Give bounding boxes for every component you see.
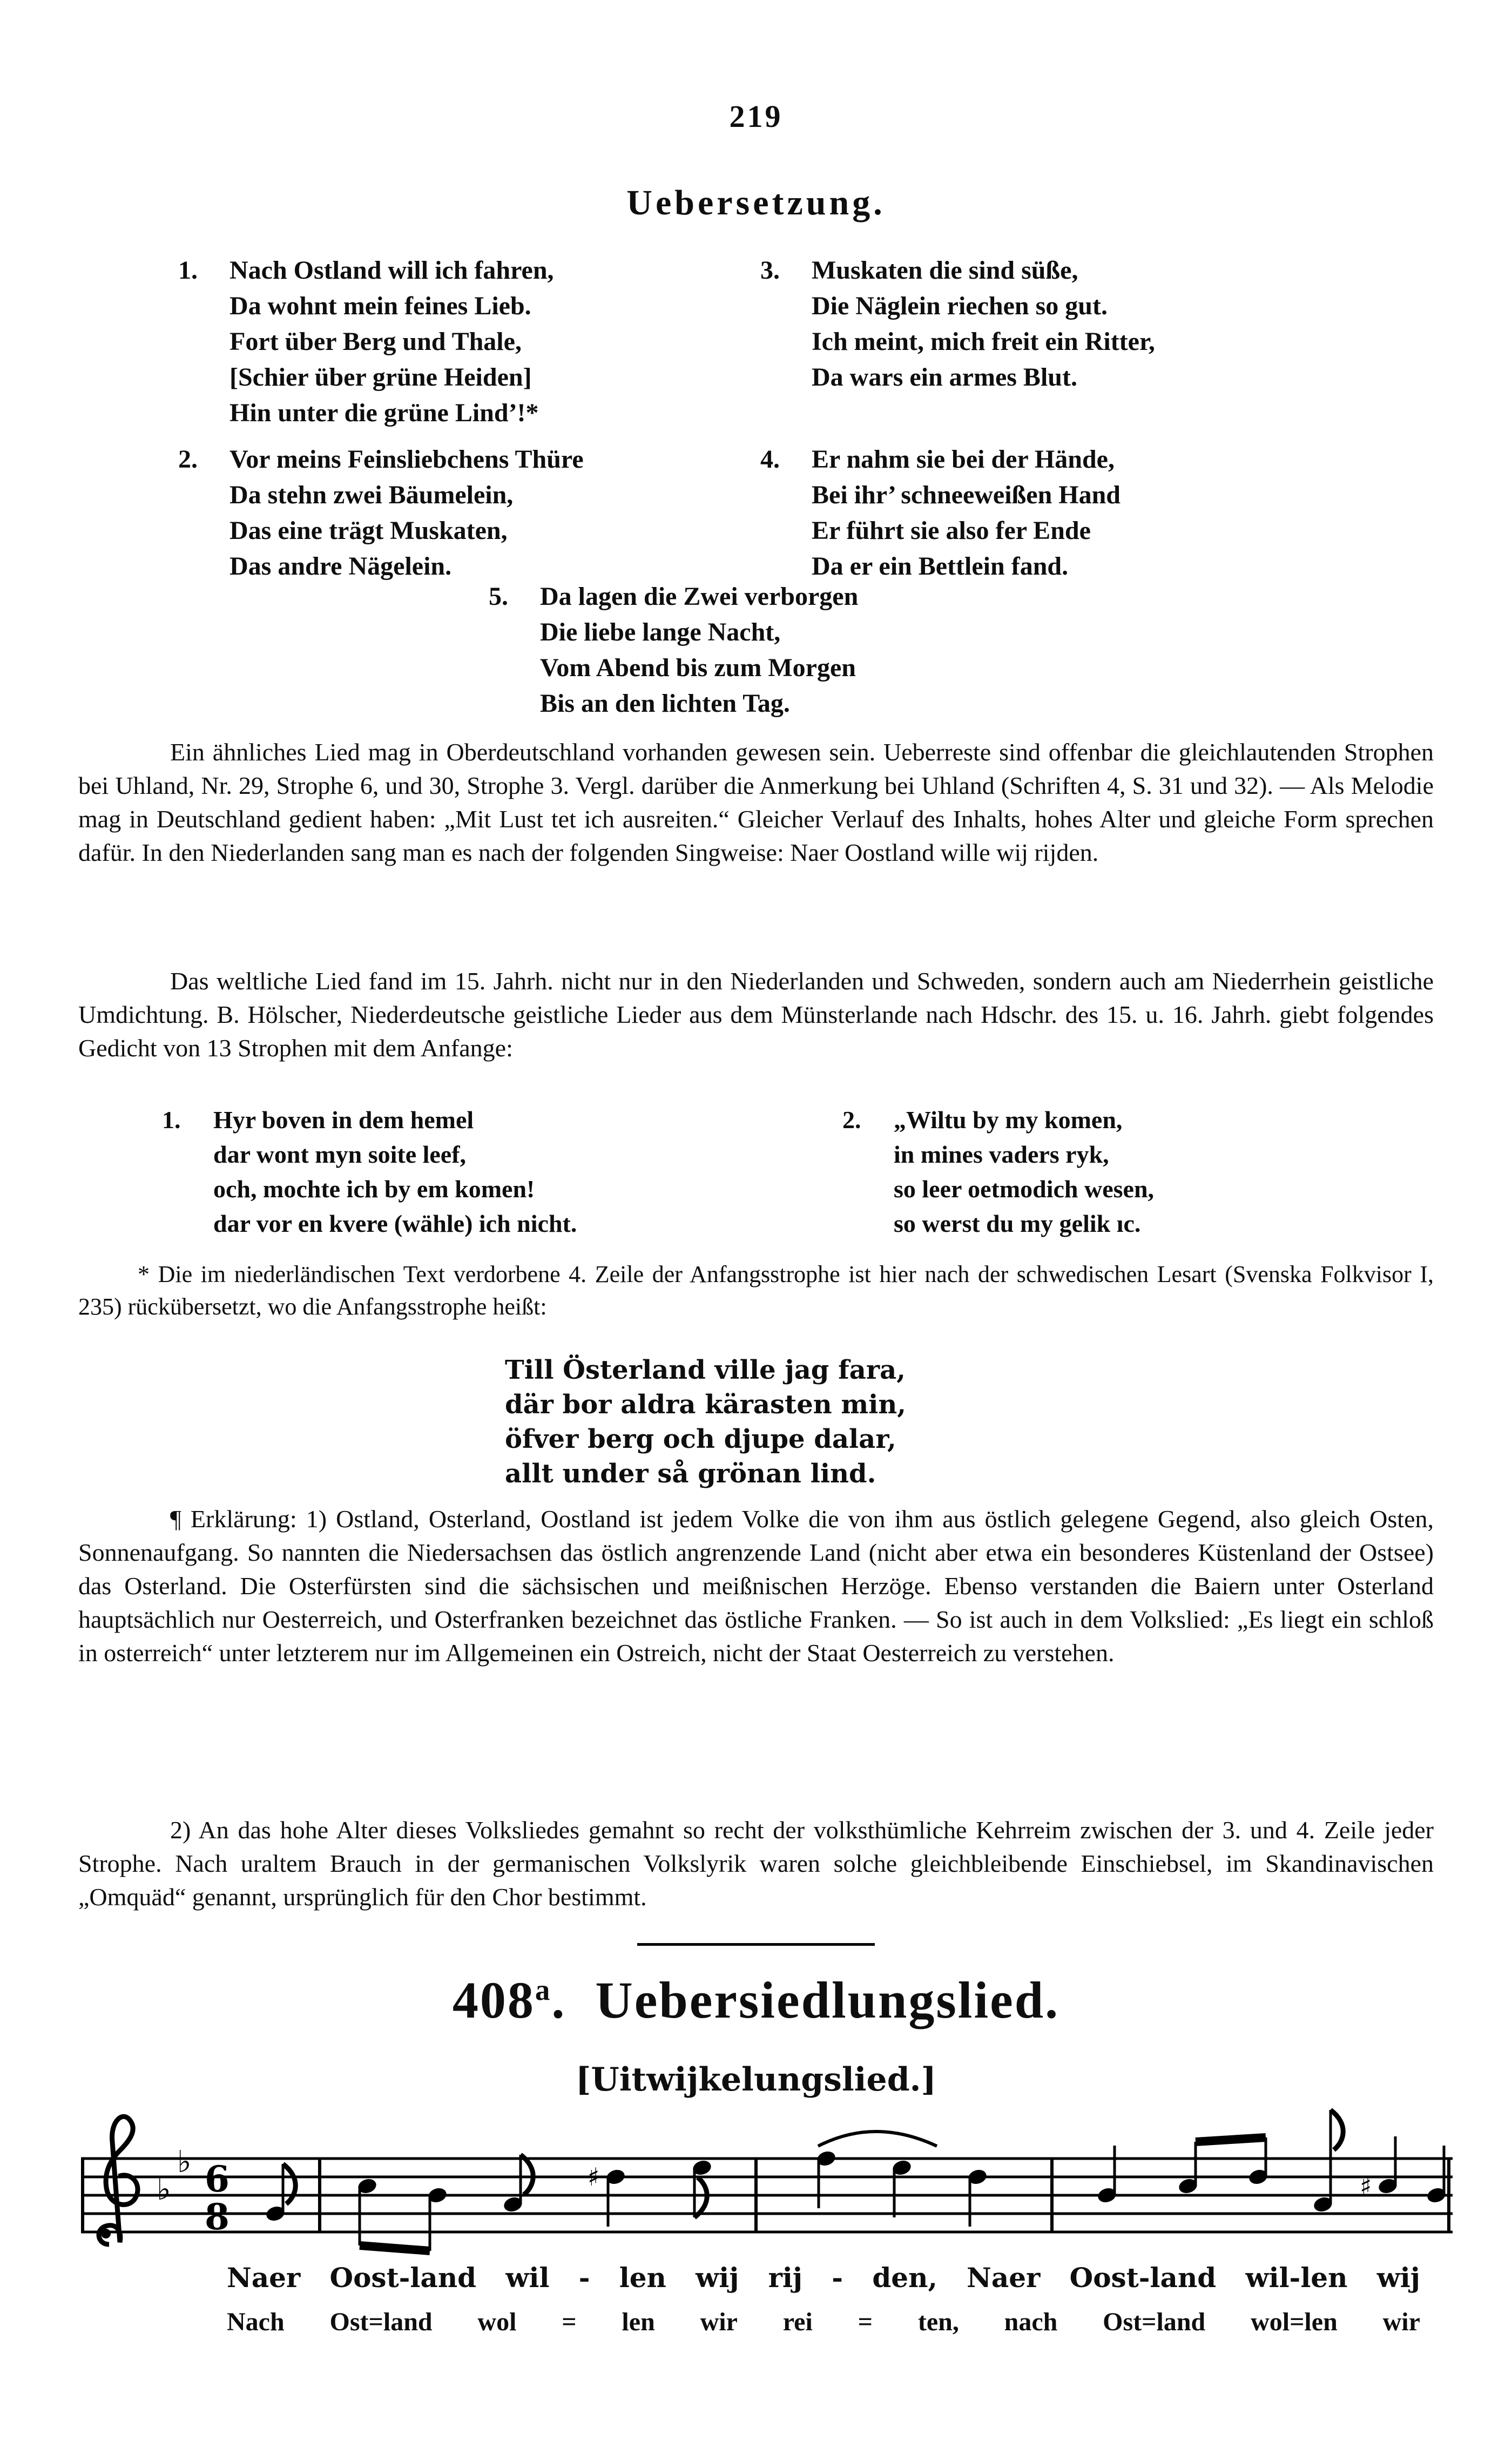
verse-line: Ich meint, mich freit ein Ritter, <box>812 327 1155 356</box>
verse-line: Da lagen die Zwei verborgen <box>540 582 859 611</box>
verse-line: Vom Abend bis zum Morgen <box>540 653 856 682</box>
sharp-icon: ♯ <box>1360 2171 1372 2201</box>
paragraph-commentary-1: Ein ähnliches Lied mag in Oberdeutschland vorhanden gewesen sein. Ueberreste sind offenbar die gleichlautenden Strophen bei Uhland, Nr. 29, Strophe 6, und 30, Strophe 3. Vergl. darüber die Anmerkung bei Uhland (Schriften 4, S. 31 und 32). — Als Melodie mag in Deutschland gedient haben: „Mit Lust tet ich ausreiten.“ Gleicher Verlauf des Inhalts, hohes Alter und gleiche Form sprechen dafür. In den Niederlanden sang man es nach der folgenden Singweise: Naer Oostland wille wij rijden. <box>78 738 1434 866</box>
verse-line: Vor meins Feinsliebchens Thüre <box>230 445 584 474</box>
verse-line: Da er ein Bettlein fand. <box>812 552 1069 581</box>
verse-line: Da stehn zwei Bäumelein, <box>230 481 514 509</box>
lyric-syllable: wil <box>505 2262 550 2294</box>
stanza-3 <box>760 253 1155 395</box>
stanza-lines <box>230 253 554 431</box>
verse-line: Bis an den lichten Tag. <box>540 689 790 718</box>
lyric-syllable: len <box>619 2262 666 2294</box>
note-flag <box>1331 2110 1343 2150</box>
verse-line: Das eine trägt Muskaten, <box>230 516 508 545</box>
time-signature-top: 6 <box>205 2158 230 2200</box>
lyric-syllable: wir <box>700 2308 738 2336</box>
stanza-number: 1. <box>162 1106 181 1134</box>
lyric-syllable: len <box>622 2308 655 2336</box>
note-flag <box>694 2177 707 2217</box>
low-german-stanza-2 <box>842 1103 1154 1241</box>
stanza-5 <box>489 579 858 721</box>
stanza-number: 2. <box>842 1106 861 1134</box>
lyrics-line-german <box>227 2307 1420 2337</box>
lyric-syllable: wir <box>1382 2308 1420 2336</box>
note-flag <box>521 2155 533 2195</box>
verse-line: och, mochte ich by em komen! <box>213 1175 535 1203</box>
verse-line: Fort über Berg und Thale, <box>230 327 522 356</box>
sharp-icon: ♯ <box>588 2162 600 2191</box>
treble-clef-icon <box>99 2116 138 2244</box>
verse-line: Muskaten die sind süße, <box>812 256 1078 285</box>
lyric-syllable: Ost=land <box>329 2308 433 2336</box>
verse-line: Nach Ostland will ich fahren, <box>230 256 554 285</box>
lyric-syllable: = <box>562 2308 577 2336</box>
stanza-number: 5. <box>489 582 508 611</box>
lyric-syllable: den, <box>872 2262 937 2294</box>
lyric-syllable: wol <box>477 2308 517 2336</box>
verse-line: Till Österland ville jag fara, <box>505 1355 906 1385</box>
stanza-lines <box>894 1103 1154 1241</box>
lyric-syllable: wij <box>1376 2262 1420 2294</box>
lyric-syllable: wol=len <box>1251 2308 1338 2336</box>
stanza-number: 4. <box>760 445 780 474</box>
verse-line: där bor aldra kärasten min, <box>505 1390 906 1420</box>
verse-line: Hin unter die grüne Lind’!* <box>230 399 539 427</box>
verse-line: allt under så grönan lind. <box>505 1459 876 1489</box>
section-heading-uebersetzung: Uebersetzung. <box>626 183 886 222</box>
stanza-1 <box>178 253 554 431</box>
paragraph-erklaerung: ¶ Erklärung: 1) Ostland, Osterland, Oostland ist jedem Volke die von ihm aus östlich gelegene Gegend, also gleich Osten, Sonnenaufgang. So nannten die Niedersachsen das östlich angrenzende Land (nicht aber etwa ein besonderes Küstenland der Ostsee) das Osterland. Die Osterfürsten sind die sächsischen und meißnischen Herzöge. Ebenso verstanden die Baiern unter Osterland hauptsächlich nur Oesterreich, und Osterfranken bezeichnet das östliche Franken. — So ist auch in dem Volkslied: „Es liegt ein schloß in osterreich“ unter letzterem nur im Allgemeinen ein Ostreich, nicht der Staat Oesterreich zu verstehen. <box>78 1505 1434 1667</box>
stanza-4 <box>760 442 1120 584</box>
lyric-syllable: = <box>858 2308 873 2336</box>
stanza-lines <box>230 442 584 584</box>
lyric-syllable: - <box>832 2262 843 2294</box>
stanza-2 <box>178 442 584 584</box>
stanza-lines <box>540 579 858 721</box>
song-number-sup: a <box>535 1973 552 2006</box>
verse-line: „Wiltu by my komen, <box>894 1106 1123 1134</box>
stanza-number: 3. <box>760 256 780 285</box>
song-number-heading <box>0 1970 1512 2030</box>
music-notation <box>81 2090 1453 2257</box>
verse-line: Er nahm sie bei der Hände, <box>812 445 1115 474</box>
verse-line: [Schier über grüne Heiden] <box>230 363 532 392</box>
lyric-syllable: ten, <box>917 2308 959 2336</box>
verse-line: Da wohnt mein feines Lieb. <box>230 292 531 320</box>
verse-line: so leer oetmodich wesen, <box>894 1175 1155 1203</box>
swedish-verse <box>505 1353 906 1491</box>
slur <box>818 2132 937 2146</box>
verse-line: dar vor en kvere (wähle) ich nicht. <box>213 1210 577 1237</box>
verse-line: Die Näglein riechen so gut. <box>812 292 1108 320</box>
flat-icon: ♭ <box>177 2144 192 2180</box>
stanza-lines <box>213 1103 577 1241</box>
verse-line: dar wont myn soite leef, <box>213 1141 467 1168</box>
lyric-syllable: nach <box>1004 2308 1058 2336</box>
low-german-stanza-1 <box>162 1103 577 1241</box>
verse-line: öfver berg och djupe dalar, <box>505 1424 896 1454</box>
time-signature-bottom: 8 <box>205 2196 230 2238</box>
song-number-sep: . <box>551 1971 566 2029</box>
verse-line: Hyr boven in dem hemel <box>213 1106 474 1134</box>
song-title: Uebersiedlungslied. <box>595 1971 1060 2029</box>
verse-line: Er führt sie also fer Ende <box>812 516 1091 545</box>
divider-rule <box>637 1943 875 1946</box>
paragraph-commentary-2: Das weltliche Lied fand im 15. Jahrh. nicht nur in den Niederlanden und Schweden, sondern auch am Niederrhein geistliche Umdichtung. B. Hölscher, Niederdeutsche geistliche Lieder aus dem Münsterlande nach Hdschr. des 15. u. 16. Jahrh. giebt folgendes Gedicht von 13 Strophen mit dem Anfange: <box>78 967 1434 1062</box>
lyric-syllable: wil-len <box>1245 2262 1348 2294</box>
verse-line: Die liebe lange Nacht, <box>540 618 781 646</box>
lyric-syllable: Naer <box>967 2262 1041 2294</box>
stanza-lines <box>812 253 1155 395</box>
beam <box>360 2245 430 2251</box>
verse-line: so werst du my gelik ıc. <box>894 1210 1141 1237</box>
lyrics-line-dutch <box>227 2262 1420 2294</box>
song-subtitle: [Uitwijkelungslied.] <box>576 2061 936 2099</box>
lyric-syllable: rij <box>768 2262 803 2294</box>
stanza-number: 2. <box>178 445 198 474</box>
page-number: 219 <box>729 99 783 134</box>
lyric-syllable: Naer <box>227 2262 301 2294</box>
lyric-syllable: Oost-land <box>329 2262 477 2294</box>
beam <box>1196 2137 1266 2142</box>
verse-line: Da wars ein armes Blut. <box>812 363 1077 392</box>
footnote-asterisk: * Die im niederländischen Text verdorbene 4. Zeile der Anfangsstrophe ist hier nach der schwedischen Lesart (Svenska Folkvisor I, 235) rückübersetzt, wo die Anfangsstrophe heißt: <box>78 1261 1434 1320</box>
verse-line: Bei ihr’ schneeweißen Hand <box>812 481 1120 509</box>
flat-icon: ♭ <box>157 2172 171 2207</box>
lyric-syllable: wij <box>696 2262 739 2294</box>
song-number: 408 <box>452 1971 535 2029</box>
lyric-syllable: Oost-land <box>1069 2262 1217 2294</box>
lyric-syllable: Nach <box>227 2308 285 2336</box>
lyric-syllable: Ost=land <box>1103 2308 1206 2336</box>
paragraph-note-2: 2) An das hohe Alter dieses Volksliedes gemahnt so recht der volksthümliche Kehrreim zwischen der 3. und 4. Zeile jeder Strophe. Nach uraltem Brauch in der germanischen Volkslyrik waren solche gleichbleibende Einschiebsel, im Skandinavischen „Omquäd“ genannt, ursprünglich für den Chor bestimmt. <box>78 1816 1434 1911</box>
lyric-syllable: rei <box>782 2308 813 2336</box>
stanza-lines <box>812 442 1120 584</box>
verse-line: in mines vaders ryk, <box>894 1141 1109 1168</box>
verse-line: Das andre Nägelein. <box>230 552 452 581</box>
note-flag <box>283 2164 295 2204</box>
lyric-syllable: - <box>578 2262 590 2294</box>
stanza-number: 1. <box>178 256 198 285</box>
